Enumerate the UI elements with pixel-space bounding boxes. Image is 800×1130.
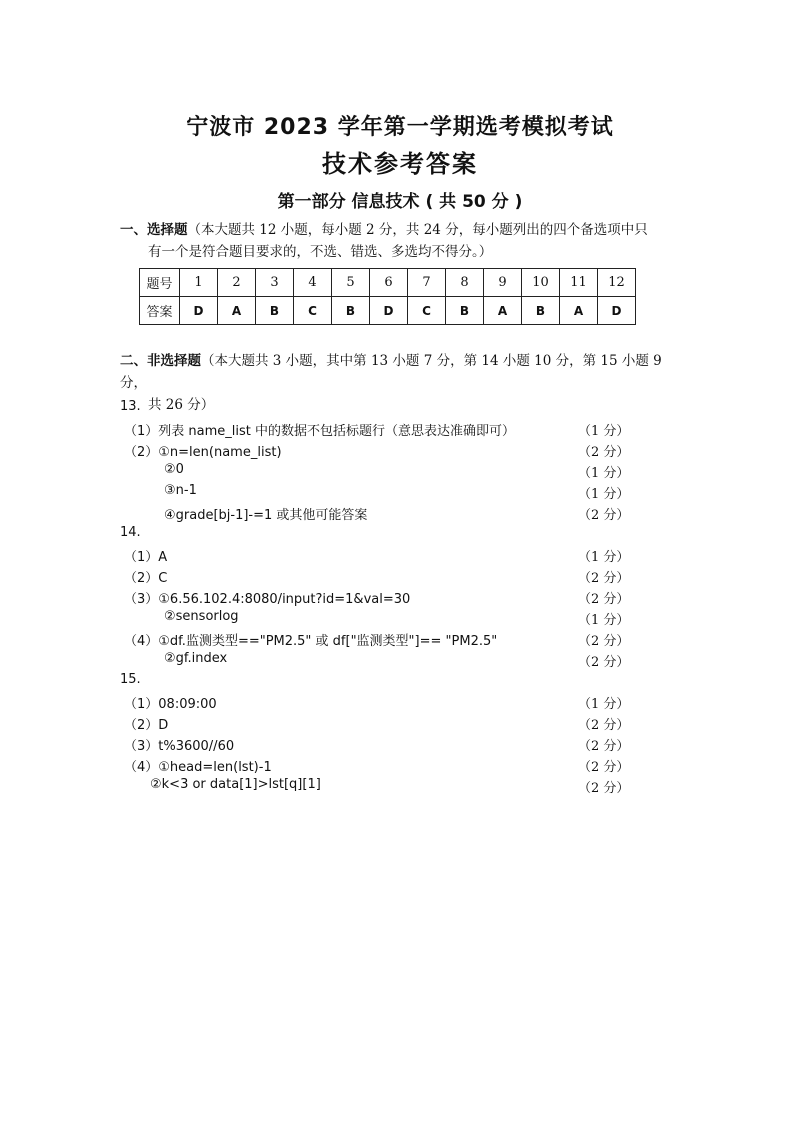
table-row-numbers (140, 269, 636, 297)
q14-part2-score: （2 分） (578, 571, 630, 586)
q14-part1-answer: （1）A (124, 550, 168, 565)
section-1-label: 一、选择题 (120, 222, 188, 238)
q14-heading: 14. (120, 525, 141, 540)
question-number: 8 (446, 269, 484, 297)
q15-heading: 15. (120, 672, 141, 687)
q14-part3-score1: （2 分） (578, 592, 630, 607)
question-number: 10 (522, 269, 560, 297)
answer-cell: B (332, 297, 370, 325)
q15-part4-answer1: （4）①head=len(lst)-1 (124, 760, 272, 775)
answer-cell: C (294, 297, 332, 325)
q13-part2-score1: （2 分） (578, 445, 630, 460)
q13-part2-answer4: ④grade[bj-1]-=1 或其他可能答案 (164, 508, 368, 523)
q15-part1-score: （1 分） (578, 697, 630, 712)
section-2-desc-line2: 共 26 分） (148, 397, 215, 413)
q13-part2-answer2: ②0 (164, 462, 184, 477)
answer-cell: A (484, 297, 522, 325)
answer-cell: B (256, 297, 294, 325)
q14-part4-answer1: （4）①df.监测类型=="PM2.5" 或 df["监测类型"]== "PM2.5" (124, 634, 498, 649)
q14-part3-answer1: （3）①6.56.102.4:8080/input?id=1&val=30 (124, 592, 411, 607)
part-title: 第一部分 信息技术 ( 共 50 分 ) (277, 192, 523, 212)
q13-heading: 13. (120, 399, 141, 414)
question-number: 1 (180, 269, 218, 297)
q15-part1-answer: （1）08:09:00 (124, 697, 217, 712)
q15-part3-score: （2 分） (578, 739, 630, 754)
answer-cell: B (522, 297, 560, 325)
q14-part3-answer2: ②sensorlog (164, 609, 239, 624)
exam-title: 宁波市 2023 学年第一学期选考模拟考试 (186, 115, 614, 140)
row-label-question: 题号 (140, 269, 180, 297)
question-number: 5 (332, 269, 370, 297)
question-number: 7 (408, 269, 446, 297)
row-label-answer: 答案 (140, 297, 180, 325)
question-number: 11 (560, 269, 598, 297)
answer-cell: D (598, 297, 636, 325)
q15-part4-score2: （2 分） (578, 781, 630, 796)
question-number: 2 (218, 269, 256, 297)
section-2-intro (120, 350, 680, 416)
answer-cell: A (218, 297, 256, 325)
q15-part2-answer: （2）D (124, 718, 169, 733)
q15-part4-score1: （2 分） (578, 760, 630, 775)
q14-part4-answer2: ②gf.index (164, 651, 228, 666)
choice-answer-table (139, 268, 636, 325)
q13-part2-score2: （1 分） (578, 466, 630, 481)
q14-part2-answer: （2）C (124, 571, 168, 586)
section-2-desc-line1: （本大题共 3 小题，其中第 13 小题 7 分，第 14 小题 10 分，第 15 小题 9 分， (120, 353, 662, 391)
q13-part2-answer1: （2）①n=len(name_list) (124, 445, 282, 460)
answer-cell: D (180, 297, 218, 325)
q15-part4-answer2: ②k<3 or data[1]>lst[q][1] (150, 777, 321, 792)
q15-part3-answer: （3）t%3600//60 (124, 739, 235, 754)
q13-part2-score3: （1 分） (578, 487, 630, 502)
q14-part1-score: （1 分） (578, 550, 630, 565)
q14-part4-score2: （2 分） (578, 655, 630, 670)
section-1-intro (120, 219, 680, 263)
question-number: 9 (484, 269, 522, 297)
answer-cell: B (446, 297, 484, 325)
question-number: 4 (294, 269, 332, 297)
question-number: 12 (598, 269, 636, 297)
answer-cell: A (560, 297, 598, 325)
section-1-desc-line2: 有一个是符合题目要求的，不选、错选、多选均不得分。） (148, 244, 493, 260)
section-2-label: 二、非选择题 (120, 353, 201, 369)
q13-part1-answer: （1）列表 name_list 中的数据不包括标题行（意思表达准确即可） (124, 424, 515, 439)
answer-cell: D (370, 297, 408, 325)
answer-cell: C (408, 297, 446, 325)
q15-part2-score: （2 分） (578, 718, 630, 733)
q13-part1-score: （1 分） (578, 424, 630, 439)
q13-part2-score4: （2 分） (578, 508, 630, 523)
question-number: 6 (370, 269, 408, 297)
q13-part2-answer3: ③n-1 (164, 483, 197, 498)
answer-title: 技术参考答案 (322, 150, 478, 178)
q14-part4-score1: （2 分） (578, 634, 630, 649)
section-1-desc-line1: （本大题共 12 小题，每小题 2 分，共 24 分，每小题列出的四个备选项中只 (187, 222, 648, 238)
question-number: 3 (256, 269, 294, 297)
q14-part3-score2: （1 分） (578, 613, 630, 628)
table-row-answers (140, 297, 636, 325)
